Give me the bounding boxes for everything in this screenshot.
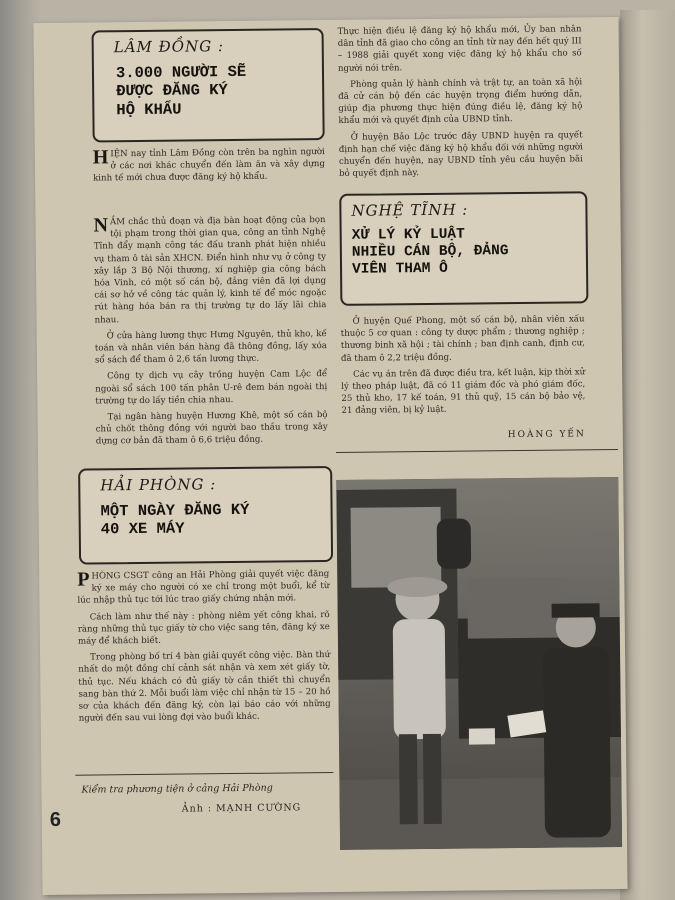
photo-credit: Ảnh : MẠNH CƯỜNG <box>181 802 302 815</box>
paragraph: Ở huyện Quế Phong, một số cán bộ, nhân viên xấu thuộc 5 cơ quan : công ty dược phẩm ; thương nghiệp ; thương binh xã hội ; tài chính ; ban định canh, định cư, đã tham ô 2,2 triệu đồng. <box>340 314 585 364</box>
nghe-tinh-headline-box <box>339 191 588 306</box>
paragraph: Ở huyện Bảo Lộc trước đây UBND huyện ra quyết định hạn chế việc đăng ký hộ khẩu đối với những người chuyển đến huyện, nay UBND tỉnh yêu cầu huyện bãi bỏ quyết định này. <box>338 129 583 180</box>
divider <box>75 772 333 776</box>
paragraph: Ở cửa hàng lương thực Hưng Nguyên, thủ kho, kế toán và nhân viên bán hàng đã thông đồng, lấy xóa sổ sách để tham ô 2,6 tấn lương thực. <box>94 328 327 366</box>
paragraph: HÒNG CSGT công an Hải Phòng giải quyết việc đăng ký xe máy cho người có xe chỉ trong một buổi, kể từ lúc nhập thủ tục tới lúc trao giấy chứng nhận mới. <box>77 569 330 607</box>
lam-dong-headline-line: HỘ KHẨU <box>116 100 182 119</box>
nghe-tinh-headline-line: VIÊN THAM Ô <box>351 260 448 278</box>
dropcap: N <box>93 214 109 237</box>
dropcap: P <box>77 568 90 591</box>
lam-dong-continuation <box>337 23 583 184</box>
paragraph: Thực hiện điều lệ đăng ký hộ khẩu mới, Ủy ban nhân dân tỉnh đã giao cho công an tỉnh từ nay đến hết quý III – 1988 giải quyết xong việc đăng ký hộ khẩu cho số người nói trên. <box>337 24 582 74</box>
nghe-tinh-headline-line: XỬ LÝ KỶ LUẬT <box>351 226 465 244</box>
lam-dong-headline-line: 3.000 NGƯỜI SẼ <box>115 62 247 83</box>
hai-phong-headline-line: 40 XE MÁY <box>100 519 185 539</box>
photo-caption: Kiểm tra phương tiện ở cảng Hải Phòng <box>81 782 273 796</box>
divider <box>336 449 618 453</box>
hai-phong-headline-line: MỘT NGÀY ĐĂNG KÝ <box>100 500 250 521</box>
dropcap: H <box>92 146 109 169</box>
byline: HOÀNG YẾN <box>507 429 586 441</box>
nghe-tinh-crime-article <box>93 214 327 452</box>
lam-dong-headline-line: ĐƯỢC ĐĂNG KÝ <box>116 81 228 101</box>
lam-dong-lead <box>93 146 325 189</box>
nghe-tinh-headline <box>352 226 509 279</box>
magazine-page <box>33 17 627 895</box>
paragraph: Tại ngân hàng huyện Hương Khê, một số cán bộ chủ chốt thông đồng với người bao thầu trong xây dựng cơ bản đã tham ô 6,6 triệu đồng. <box>95 410 328 447</box>
paragraph: Các vụ án trên đã được điều tra, kết luận, kịp thời xử lý theo pháp luật, đã có 11 giám đốc và phó giám đốc, 25 thủ kho, 17 kế toán, 91 thủ quỹ, 15 cán bộ bảo vệ, 21 đảng viên, bị kỷ luật. <box>341 367 586 417</box>
hai-phong-headline <box>100 501 249 539</box>
paragraph: Công ty dịch vụ cây trồng huyện Cam Lộc để ngoài sổ sách 100 tấn phân U-rê đem bán ngoài thị trường tự do lấy tiền chia nhau. <box>95 369 328 407</box>
lam-dong-lead-text: IỆN nay tỉnh Lâm Đồng còn trên ba nghìn người ở các nơi khác chuyển đến làm ăn và xây dựng kinh tế mới chưa được đăng ký hộ khẩu. <box>93 147 325 184</box>
paragraph: Cách làm như thế này : phòng niêm yết công khai, rõ ràng những thủ tục giấy tờ cho việc sang tên, đăng ký xe máy để khách biết. <box>77 609 330 647</box>
nghe-tinh-kicker: NGHỆ TĨNH : <box>351 200 469 220</box>
hai-phong-body <box>77 568 331 729</box>
next-page-edge <box>620 10 675 900</box>
paragraph: Trong phòng bố trí 4 bàn giải quyết công việc. Bàn thứ nhất do một đồng chí cảnh sát nhận và xem xét giấy tờ, thủ tục. Nếu khách có đủ giấy tờ cần thiết thì chuyển sang bàn thứ 2. Mỗi buổi làm việc chỉ nhận từ 15 – 20 hồ sơ của khách đến đăng ký, còn lại báo cáo với những người đến sau vui lòng đợi vào buổi khác. <box>78 650 331 724</box>
photo-illustration <box>336 477 622 850</box>
nghe-tinh-headline-line: NHIỀU CÁN BỘ, ĐẢNG <box>351 243 509 261</box>
lam-dong-headline <box>116 63 247 119</box>
nghe-tinh-body <box>341 313 586 421</box>
page-number: 6 <box>49 808 62 831</box>
hai-phong-headline-box <box>78 466 333 565</box>
photo-traffic-police <box>336 477 622 850</box>
lam-dong-kicker: LÂM ĐỒNG : <box>113 37 225 57</box>
lam-dong-headline-box <box>92 28 325 142</box>
paragraph: ẮM chắc thủ đoạn và địa bàn hoạt động của bọn tội phạm trong thời gian qua, công an tỉnh Nghệ Tĩnh đẩy mạnh công tác đấu tranh phát hiện nhiều vụ tham ô tài sản XHCN. Điển hình như vụ ở công ty xây lắp 3 Bộ Nội thương, xí nghiệp gia công bách hóa Vinh, có một số cán bộ, đảng viên đã lợi dụng cái sơ hở về công tác quản lý, kinh tế để móc ngoặc rút hàng hóa bán ra thị trường tự do lấy lãi chia nhau. <box>93 215 327 326</box>
hai-phong-kicker: HẢI PHÒNG : <box>100 475 217 495</box>
paragraph: Phòng quản lý hành chính và trật tự, an toàn xã hội đã cử cán bộ đến các huyện trọng điểm hướng dẫn, giúp địa phương thực hiện đúng điều lệ, đăng ký hộ khẩu mới và quyết định của UBND tỉnh. <box>338 77 583 127</box>
